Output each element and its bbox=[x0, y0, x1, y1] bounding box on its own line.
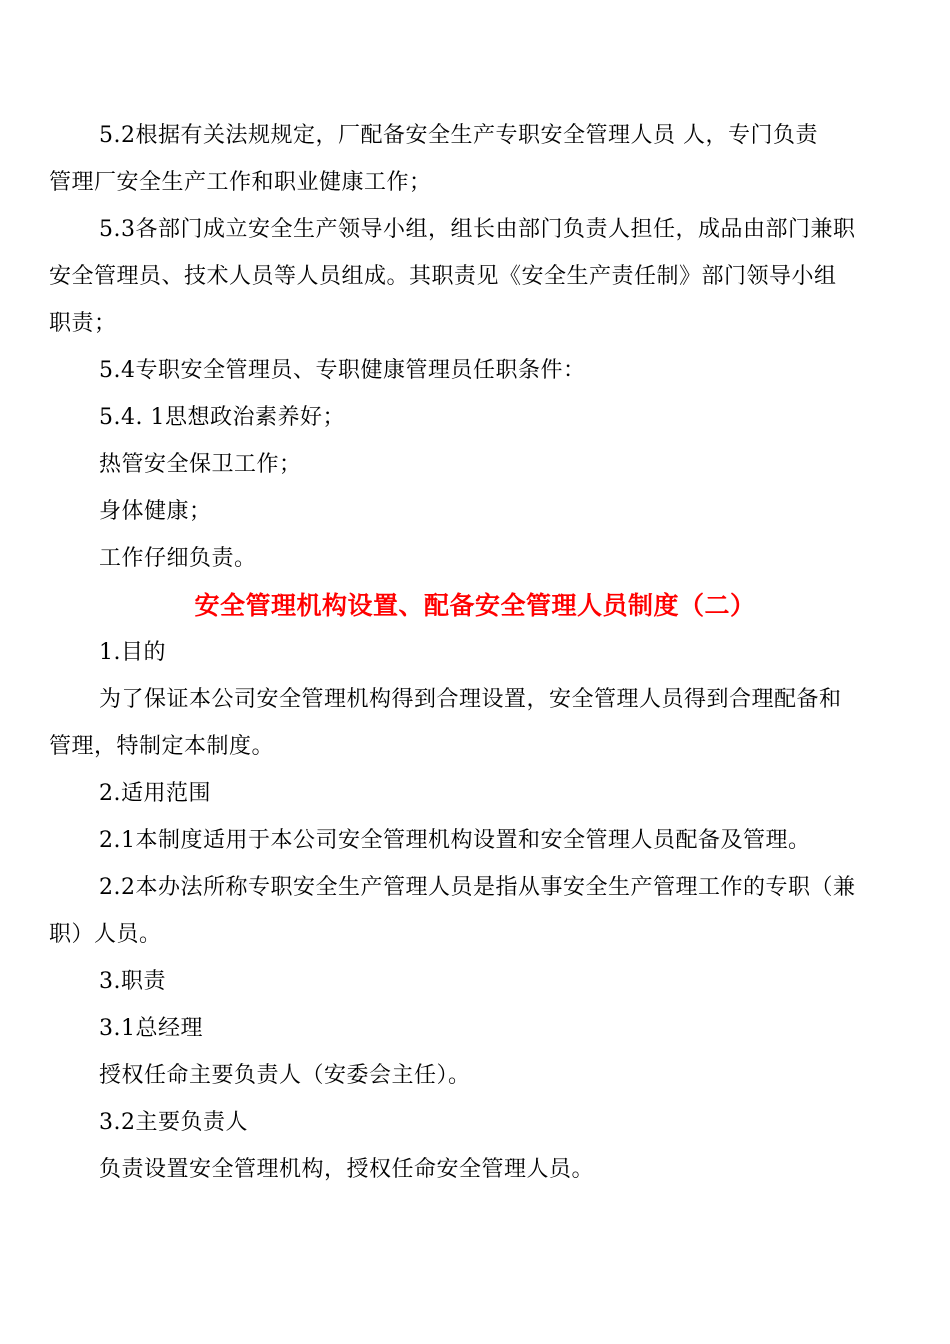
paragraph bbox=[49, 535, 901, 582]
paragraph-line: 5.4专职安全管理员、专职健康管理员任职条件： bbox=[99, 358, 586, 383]
paragraph bbox=[49, 1005, 901, 1052]
paragraph-line: 职责； bbox=[49, 311, 117, 336]
paragraph bbox=[49, 112, 901, 206]
paragraph bbox=[49, 206, 901, 347]
paragraph bbox=[49, 817, 901, 864]
paragraph bbox=[49, 1099, 901, 1146]
section-5 bbox=[49, 112, 901, 582]
paragraph bbox=[49, 770, 901, 817]
document-page bbox=[49, 112, 901, 1193]
paragraph bbox=[49, 441, 901, 488]
paragraph-line: 管理，特制定本制度。 bbox=[49, 734, 275, 759]
paragraph-line: 3.1总经理 bbox=[99, 1016, 203, 1041]
paragraph-line: 工作仔细负责。 bbox=[99, 546, 257, 571]
paragraph-line: 授权任命主要负责人（安委会主任）。 bbox=[99, 1063, 471, 1088]
paragraph-line: 负责设置安全管理机构，授权任命安全管理人员。 bbox=[99, 1157, 595, 1182]
paragraph bbox=[49, 958, 901, 1005]
paragraph-line: 2.2本办法所称专职安全生产管理人员是指从事安全生产管理工作的专职（兼 bbox=[99, 875, 856, 900]
paragraph bbox=[49, 629, 901, 676]
paragraph bbox=[49, 488, 901, 535]
paragraph-line: 3.职责 bbox=[99, 969, 166, 994]
document-heading: 安全管理机构设置、配备安全管理人员制度（二） bbox=[194, 591, 756, 620]
paragraph bbox=[49, 347, 901, 394]
paragraph bbox=[49, 1052, 901, 1099]
paragraph-line: 1.目的 bbox=[99, 640, 166, 665]
paragraph-line: 管理厂安全生产工作和职业健康工作； bbox=[49, 170, 432, 195]
document-body bbox=[49, 629, 901, 1193]
paragraph bbox=[49, 864, 901, 958]
paragraph-line: 2.1本制度适用于本公司安全管理机构设置和安全管理人员配备及管理。 bbox=[99, 828, 811, 853]
paragraph-line: 热管安全保卫工作； bbox=[99, 452, 302, 477]
paragraph bbox=[49, 1146, 901, 1193]
paragraph-line: 5.3各部门成立安全生产领导小组，组长由部门负责人担任，成品由部门兼职 bbox=[99, 217, 856, 242]
paragraph-line: 身体健康； bbox=[99, 499, 212, 524]
paragraph-line: 2.适用范围 bbox=[99, 781, 211, 806]
paragraph-line: 5.2根据有关法规规定，厂配备安全生产专职安全管理人员 人，专门负责 bbox=[99, 123, 818, 148]
paragraph-line: 为了保证本公司安全管理机构得到合理设置，安全管理人员得到合理配备和 bbox=[99, 687, 842, 712]
paragraph-line: 5.4. 1思想政治素养好； bbox=[99, 405, 345, 430]
paragraph-line: 安全管理员、技术人员等人员组成。其职责见《安全生产责任制》部门领导小组 bbox=[49, 264, 837, 289]
paragraph-line: 3.2主要负责人 bbox=[99, 1110, 248, 1135]
paragraph-line: 职）人员。 bbox=[49, 922, 162, 947]
paragraph bbox=[49, 394, 901, 441]
paragraph bbox=[49, 676, 901, 770]
